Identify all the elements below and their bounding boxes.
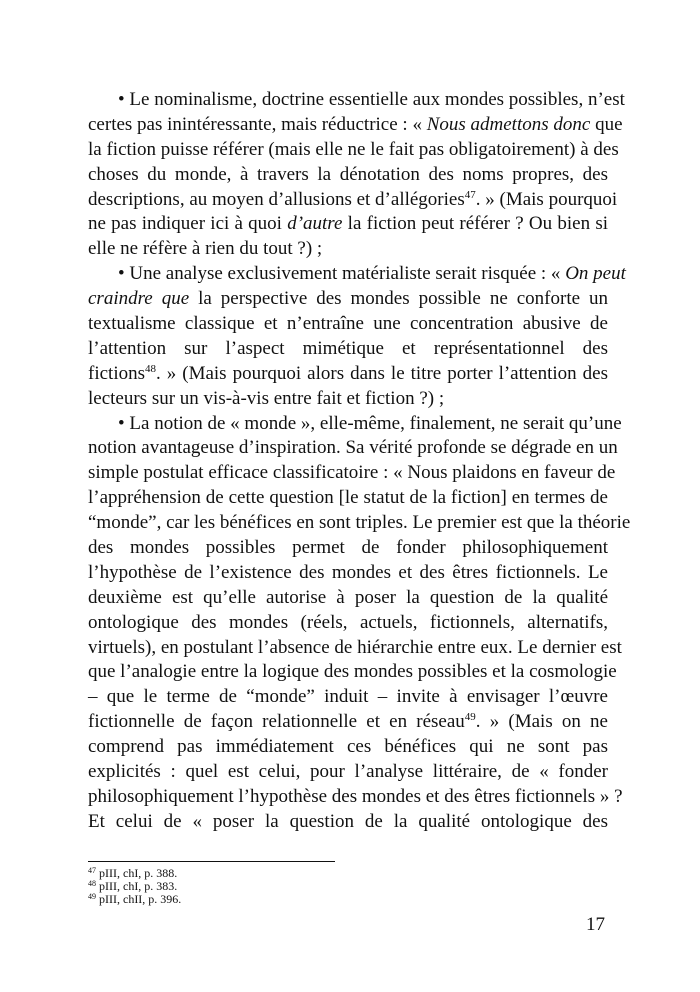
text-run: l’hypothèse de l’existence des mondes et des êtres fictionnels. Le <box>88 561 608 583</box>
text-run: des mondes possibles permet de fonder philosophiquement <box>88 537 608 559</box>
text-line <box>88 212 608 237</box>
text-line <box>88 262 626 287</box>
text-run: ontologique des mondes (réels, actuels, fictionnels, alternatifs, <box>88 611 608 633</box>
text-run: choses du monde, à travers la dénotation des noms propres, des <box>88 163 608 185</box>
text-run: virtuels), en postulant l’absence de hiérarchie entre eux. Le dernier est <box>88 636 622 658</box>
text-line <box>88 636 622 661</box>
text-line <box>88 113 623 138</box>
footnote-ref: 47 <box>464 188 476 201</box>
text-run: fictionnelle de façon relationnelle et en réseau <box>88 711 465 733</box>
text-run: la fiction peut référer ? Ou bien si <box>342 213 608 235</box>
text-run: lecteurs sur un vis-à-vis entre fait et fiction ?) ; <box>88 387 445 409</box>
text-line <box>88 486 608 511</box>
text-line <box>88 337 608 362</box>
footnote-separator <box>88 861 335 862</box>
text-line <box>88 188 618 213</box>
footnote-number: 47 <box>88 866 96 875</box>
text-line <box>88 536 608 561</box>
text-run: elle ne réfère à rien du tout ?) ; <box>88 238 323 260</box>
footnote-ref: 49 <box>464 711 476 724</box>
footnote-text: pIII, chI, p. 383. <box>99 878 178 893</box>
text-run: la perspective des mondes possible ne conforte un <box>189 288 608 310</box>
text-line <box>88 660 617 685</box>
text-line <box>88 436 618 461</box>
italic-run: craindre que <box>88 288 190 310</box>
text-line <box>88 163 608 188</box>
text-run: philosophiquement l’hypothèse des mondes et des êtres fictionnels » ? <box>88 785 623 807</box>
footnote-ref: 48 <box>145 362 156 375</box>
text-line <box>88 461 616 486</box>
text-line <box>88 88 625 113</box>
text-run: notion avantageuse d’inspiration. Sa vérité profonde se dégrade en un <box>88 437 618 459</box>
text-run: . » (Mais on ne <box>475 711 608 733</box>
text-line <box>88 237 608 262</box>
text-run: “monde”, car les bénéfices en sont triples. Le premier est que la théorie <box>88 512 631 534</box>
text-run: . » (Mais pourquoi <box>475 188 618 210</box>
text-run: deuxième est qu’elle autorise à poser la question de la qualité <box>88 586 608 608</box>
text-run: l’attention sur l’aspect mimétique et représentationnel des <box>88 337 608 359</box>
text-line <box>88 362 608 387</box>
page-number: 17 <box>586 914 605 935</box>
text-line <box>88 611 608 636</box>
text-run: certes pas inintéressante, mais réductrice : « <box>88 113 427 135</box>
text-line <box>88 810 608 835</box>
text-run: fictions <box>88 362 145 384</box>
text-run: que <box>590 113 623 135</box>
footnote-number: 49 <box>88 891 96 901</box>
text-run: descriptions, au moyen d’allusions et d’allégories <box>88 188 465 210</box>
text-run: explicités : quel est celui, pour l’analyse littéraire, de « fonder <box>88 761 608 783</box>
text-run: simple postulat efficace classificatoire : « Nous plaidons en faveur de <box>88 462 616 484</box>
footnotes <box>88 867 181 905</box>
text-run: • Une analyse exclusivement matérialiste serait risquée : « <box>118 263 566 285</box>
text-line <box>88 685 608 710</box>
text-line <box>88 710 608 735</box>
body-text <box>88 88 631 835</box>
text-run: textualisme classique et n’entraîne une concentration abusive de <box>88 313 608 335</box>
footnote <box>88 893 181 906</box>
footnote-text: pIII, chII, p. 396. <box>99 891 182 906</box>
text-line <box>88 312 608 337</box>
text-line <box>88 785 623 810</box>
text-line <box>88 735 608 760</box>
italic-run: d’autre <box>287 213 343 235</box>
footnote-text: pIII, chI, p. 388. <box>99 866 178 880</box>
text-run: • La notion de « monde », elle-même, finalement, ne serait qu’une <box>118 412 622 434</box>
text-run: l’appréhension de cette question [le statut de la fiction] en termes de <box>88 487 608 509</box>
italic-run: On peut <box>565 263 626 285</box>
text-run: – que le terme de “monde” induit – invite à envisager l’œuvre <box>88 686 608 708</box>
text-run: . » (Mais pourquoi alors dans le titre porter l’attention des <box>156 362 608 384</box>
text-run: comprend pas immédiatement ces bénéfices qui ne sont pas <box>88 736 608 758</box>
text-run: que l’analogie entre la logique des mondes possibles et la cosmologie <box>88 661 617 683</box>
footnote-number: 48 <box>88 878 96 888</box>
text-line <box>88 387 608 412</box>
text-line <box>88 287 608 312</box>
text-line <box>88 760 608 785</box>
italic-run: Nous admettons donc <box>426 113 591 135</box>
text-line <box>88 138 619 163</box>
text-run: Et celui de « poser la question de la qualité ontologique des <box>88 810 608 832</box>
text-line <box>88 586 608 611</box>
text-run: ne pas indiquer ici à quoi <box>88 213 288 235</box>
text-line <box>88 511 631 536</box>
text-run: • Le nominalisme, doctrine essentielle aux mondes possibles, n’est <box>118 89 625 110</box>
text-run: la fiction puisse référer (mais elle ne le fait pas obligatoirement) à des <box>88 138 619 160</box>
text-line <box>88 561 608 586</box>
text-line <box>88 412 622 437</box>
